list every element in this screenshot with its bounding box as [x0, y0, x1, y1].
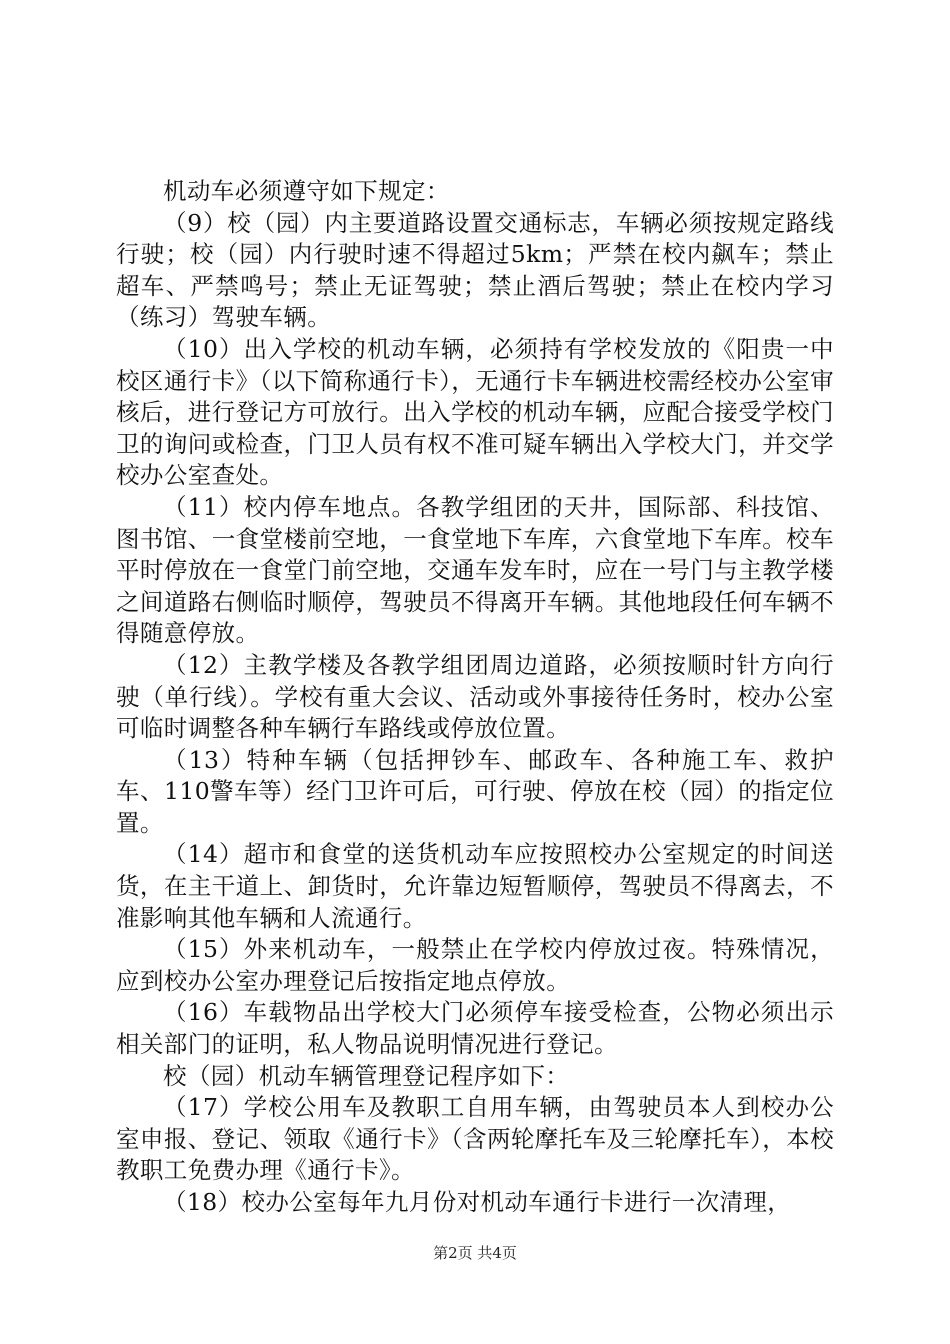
paragraph-item-14: （14）超市和食堂的送货机动车应按照校办公室规定的时间送货，在主干道上、卸货时，允许靠边短暂顺停，驾驶员不得离去，不准影响其他车辆和人流通行。 — [116, 840, 834, 932]
paragraph-item-12: （12）主教学楼及各教学组团周边道路，必须按顺时针方向行驶（单行线）。学校有重大会议、活动或外事接待任务时，校办公室可临时调整各种车辆行车路线或停放位置。 — [116, 650, 834, 743]
paragraph-item-9: （9）校（园）内主要道路设置交通标志，车辆必须按规定路线行驶；校（园）内行驶时速不得超过5km；严禁在校内飙车；禁止超车、严禁鸣号；禁止无证驾驶；禁止酒后驾驶；禁止在校内学习（练习）驾驶车辆。 — [116, 208, 834, 332]
paragraph-item-13: （13）特种车辆（包括押钞车、邮政车、各种施工车、救护车、110警车等）经门卫许可后，可行驶、停放在校（园）的指定位置。 — [116, 745, 834, 837]
paragraph-heading-registration: 校（园）机动车辆管理登记程序如下： — [163, 1061, 570, 1090]
paragraph-item-15: （15）外来机动车，一般禁止在学校内停放过夜。特殊情况，应到校办公室办理登记后按指定地点停放。 — [116, 935, 834, 995]
paragraph-heading-rules: 机动车必须遵守如下规定： — [163, 177, 450, 205]
paragraph-item-18: （18）校办公室每年九月份对机动车通行卡进行一次清理， — [163, 1188, 792, 1216]
paragraph-item-17: （17）学校公用车及教职工自用车辆，由驾驶员本人到校办公室申报、登记、领取《通行卡》（含两轮摩托车及三轮摩托车），本校教职工免费办理《通行卡》。 — [116, 1093, 834, 1185]
paragraph-item-11: （11）校内停车地点。各教学组团的天井，国际部、科技馆、图书馆、一食堂楼前空地，一食堂地下车库，六食堂地下车库。校车平时停放在一食堂门前空地，交通车发车时，应在一号门与主教学楼之间道路右侧临时顺停，驾驶员不得离开车辆。其他地段任何车辆不得随意停放。 — [116, 492, 834, 648]
paragraph-item-16: （16）车载物品出学校大门必须停车接受检查，公物必须出示相关部门的证明，私人物品说明情况进行登记。 — [116, 998, 834, 1059]
paragraph-item-10: （10）出入学校的机动车辆，必须持有学校发放的《阳贵一中校区通行卡》（以下简称通行卡），无通行卡车辆进校需经校办公室审核后，进行登记方可放行。出入学校的机动车辆，应配合接受学校门卫的询问或检查，门卫人员有权不准可疑车辆出入学校大门，并交学校办公室查处。 — [116, 334, 834, 490]
page-footer — [0, 1243, 950, 1263]
document-body — [116, 176, 834, 1219]
page-number: 第2页 共4页 — [433, 1244, 517, 1262]
